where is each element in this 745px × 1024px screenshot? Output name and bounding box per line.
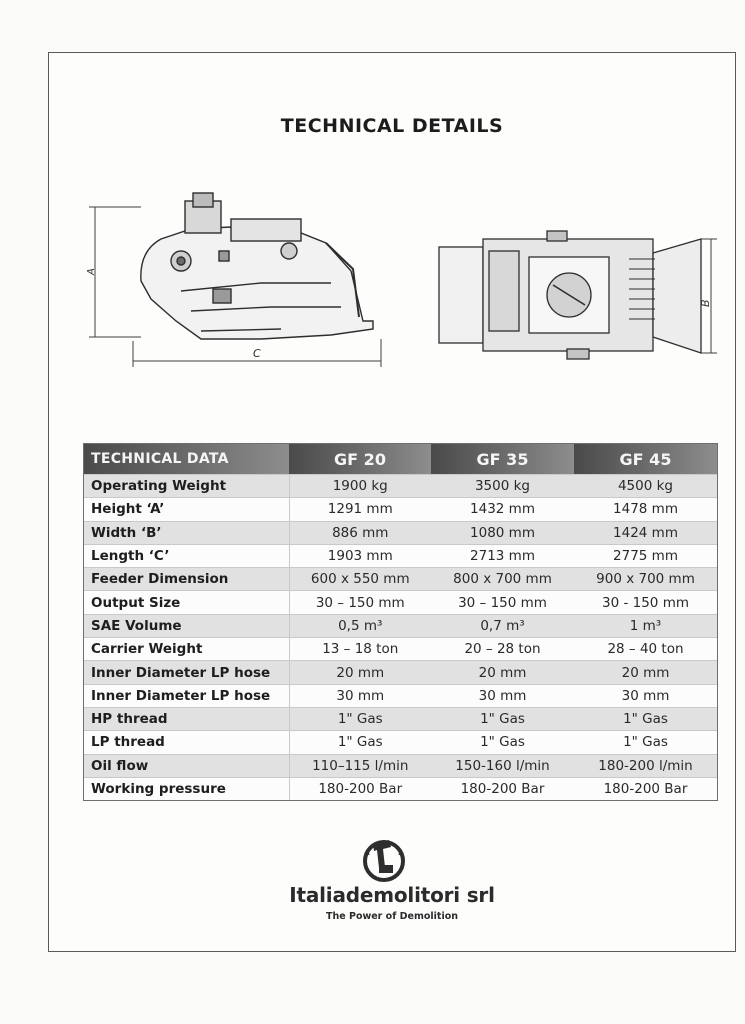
side-view-drawing [81, 171, 391, 379]
row-value-gf20: 1" Gas [289, 707, 431, 730]
row-value-gf45: 900 x 700 mm [574, 568, 717, 591]
row-label: Height ‘A’ [84, 498, 289, 521]
row-value-gf20: 1" Gas [289, 731, 431, 754]
dimension-a-label: A [86, 268, 97, 275]
table-row [84, 661, 717, 684]
row-value-gf45: 1424 mm [574, 521, 717, 544]
row-value-gf45: 30 mm [574, 684, 717, 707]
row-value-gf35: 20 mm [431, 661, 574, 684]
row-label: Operating Weight [84, 475, 289, 498]
row-value-gf35: 30 mm [431, 684, 574, 707]
row-value-gf35: 0,7 m³ [431, 614, 574, 637]
row-value-gf45: 2775 mm [574, 544, 717, 567]
table-row [84, 777, 717, 800]
row-value-gf20: 886 mm [289, 521, 431, 544]
row-value-gf35: 2713 mm [431, 544, 574, 567]
row-value-gf35: 1" Gas [431, 731, 574, 754]
row-value-gf45: 180-200 l/min [574, 754, 717, 777]
row-value-gf20: 600 x 550 mm [289, 568, 431, 591]
header-technical-data: TECHNICAL DATA [84, 444, 289, 475]
dimension-b-label: B [699, 299, 712, 307]
row-value-gf20: 13 – 18 ton [289, 638, 431, 661]
row-value-gf35: 180-200 Bar [431, 777, 574, 800]
page-title: TECHNICAL DETAILS [280, 115, 504, 137]
row-value-gf35: 1432 mm [431, 498, 574, 521]
top-view-drawing [429, 229, 719, 361]
row-label: Length ‘C’ [84, 544, 289, 567]
row-value-gf35: 30 – 150 mm [431, 591, 574, 614]
company-tagline: The Power of Demolition [325, 911, 459, 922]
table-row [84, 544, 717, 567]
row-label: LP thread [84, 731, 289, 754]
header-model-gf45: GF 45 [574, 444, 717, 475]
row-value-gf45: 1" Gas [574, 731, 717, 754]
table-row [84, 638, 717, 661]
table-row [84, 707, 717, 730]
row-label: Working pressure [84, 777, 289, 800]
row-value-gf45: 20 mm [574, 661, 717, 684]
hammer-gear-logo-icon [359, 835, 409, 885]
row-value-gf45: 1 m³ [574, 614, 717, 637]
row-value-gf20: 1900 kg [289, 475, 431, 498]
dimension-c-label: C [253, 347, 261, 360]
company-name: Italiademolitori srl [289, 883, 495, 907]
row-label: Feeder Dimension [84, 568, 289, 591]
table-row [84, 521, 717, 544]
table-row [84, 731, 717, 754]
row-label: Width ‘B’ [84, 521, 289, 544]
row-value-gf20: 180-200 Bar [289, 777, 431, 800]
row-value-gf35: 1" Gas [431, 707, 574, 730]
row-label: HP thread [84, 707, 289, 730]
row-value-gf45: 1478 mm [574, 498, 717, 521]
table-header-row [84, 444, 717, 475]
row-label: Carrier Weight [84, 638, 289, 661]
row-label: Inner Diameter LP hose [84, 684, 289, 707]
table-row [84, 475, 717, 498]
row-label: SAE Volume [84, 614, 289, 637]
row-label: Oil flow [84, 754, 289, 777]
table-row [84, 498, 717, 521]
header-model-gf20: GF 20 [289, 444, 431, 475]
row-value-gf35: 150-160 l/min [431, 754, 574, 777]
table-row [84, 754, 717, 777]
row-label: Output Size [84, 591, 289, 614]
table-row [84, 684, 717, 707]
row-value-gf45: 30 - 150 mm [574, 591, 717, 614]
technical-data-table [83, 443, 718, 801]
row-label: Inner Diameter LP hose [84, 661, 289, 684]
row-value-gf45: 4500 kg [574, 475, 717, 498]
row-value-gf20: 30 – 150 mm [289, 591, 431, 614]
row-value-gf20: 20 mm [289, 661, 431, 684]
row-value-gf35: 20 – 28 ton [431, 638, 574, 661]
document-frame [48, 52, 736, 952]
row-value-gf45: 1" Gas [574, 707, 717, 730]
row-value-gf20: 0,5 m³ [289, 614, 431, 637]
table-row [84, 591, 717, 614]
row-value-gf45: 28 – 40 ton [574, 638, 717, 661]
row-value-gf35: 800 x 700 mm [431, 568, 574, 591]
table-row [84, 614, 717, 637]
table-row [84, 568, 717, 591]
row-value-gf20: 110–115 l/min [289, 754, 431, 777]
row-value-gf35: 3500 kg [431, 475, 574, 498]
row-value-gf20: 1291 mm [289, 498, 431, 521]
header-model-gf35: GF 35 [431, 444, 574, 475]
row-value-gf45: 180-200 Bar [574, 777, 717, 800]
row-value-gf20: 30 mm [289, 684, 431, 707]
row-value-gf35: 1080 mm [431, 521, 574, 544]
row-value-gf20: 1903 mm [289, 544, 431, 567]
